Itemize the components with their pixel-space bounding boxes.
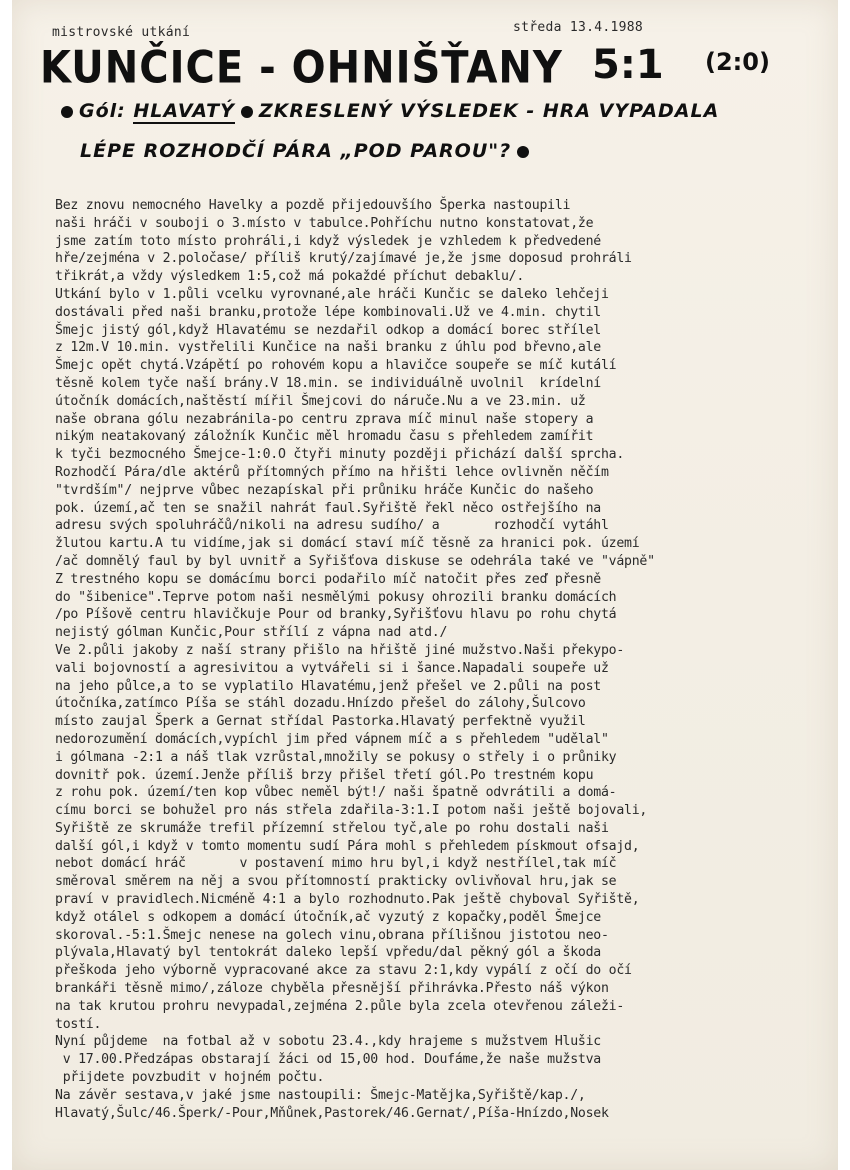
report-line: nejistý gólman Kunčic,Pour střílí z vápna nad atd./ — [55, 625, 448, 641]
report-line: přijdete povzbudit v hojném počtu. — [55, 1070, 325, 1086]
report-line: Bez znovu nemocného Havelky a pozdě přijedouvšího Šperka nastoupili — [55, 198, 571, 213]
report-line: v 17.00.Předzápas obstarají žáci od 15,00 hod. Doufáme,že naše mužstva — [55, 1052, 601, 1068]
report-line: těsně kolem tyče naší brány.V 18.min. se individuálně uvolnil krídelní — [55, 375, 601, 391]
report-line: Hlavatý,Šulc/46.Šperk/-Pour,Mňůnek,Pastorek/46.Gernat/,Píša-Hnízdo,Nosek — [55, 1105, 609, 1121]
report-line: praví v pravidlech.Nicméně 4:1 a bylo rozhodnuto.Pak ještě chyboval Syřiště, — [55, 892, 640, 908]
report-line: "tvrdším"/ nejprve vůbec nezapískal při průniku hráče Kunčic do našeho — [55, 482, 594, 498]
report-line: směroval směrem na něj a svou přítomností prakticky ovlivňoval hru,jak se — [55, 874, 617, 890]
report-line: adresu svých spoluhráčů/nikoli na adresu sudího/ a rozhodčí vytáhl — [55, 518, 609, 534]
note-comment-cont: LÉPE ROZHODČÍ PÁRA „POD PAROU"? — [80, 140, 512, 162]
report-line: skoroval.-5:1.Šmejc nenese na golech vinu,obrana přílišnou jistotou neo- — [55, 927, 609, 943]
report-line: Z trestného kopu se domácímu borci podařilo míč natočit přes zeď přesně — [55, 571, 601, 587]
report-line: Šmejc opět chytá.Vzápětí po rohovém kopu a hlavičce soupeře se míč kutálí — [55, 358, 617, 374]
report-line: tostí. — [55, 1016, 102, 1032]
report-line: naše obrana gólu nezabránila-po centru zprava míč minul naše stopery a — [55, 411, 594, 427]
report-line: útočník domácích,naštěstí mířil Šmejcovi do náruče.Nu a ve 23.min. už — [55, 393, 586, 409]
report-line: Na závěr sestava,v jaké jsme nastoupili: Šmejc-Matějka,Syřiště/kap./, — [55, 1087, 586, 1103]
report-line: Ve 2.půli jakoby z naší strany přišlo na hřiště jiné mužstvo.Naši překypo- — [55, 642, 625, 658]
report-line: z rohu pok. území/ten kop vůbec neměl být!/ naši špatně odvrátili a domá- — [55, 785, 617, 801]
report-line: /ač domnělý faul by byl uvnitř a Syřišťova diskuse se odehrála také ve "vápně" — [55, 553, 655, 569]
report-line: pok. území,ač ten se snažil nahrát faul.Syřiště řekl něco ostřejšího na — [55, 500, 601, 516]
report-line: brankáři těsně mimo/,záloze chyběla přesnější přihrávka.Přesto náš výkon — [55, 981, 609, 997]
match-report-body — [55, 197, 830, 1122]
report-line: Syřiště ze skrumáže trefil přízemní střelou tyč,ale po rohu dostali naši — [55, 820, 609, 836]
match-date-label: středa 13.4.1988 — [513, 20, 644, 35]
report-line: místo zaujal Šperk a Gernat střídal Pastorka.Hlavatý perfektně využil — [55, 714, 586, 730]
report-line: nebot domácí hráč v postavení mimo hru byl,i když nestřílel,tak míč — [55, 856, 617, 872]
report-line: na jeho půlce,a to se vyplatilo Hlavatému,jenž přešel ve 2.půli na post — [55, 678, 601, 694]
goal-scorer: HLAVATÝ — [133, 100, 235, 122]
bullet-dot — [241, 106, 253, 118]
report-line: přeškoda jeho výborně vypracované akce za stavu 2:1,kdy vypálí z očí do očí — [55, 963, 632, 979]
report-line: plývala,Hlavatý byl tentokrát daleko lepší vpředu/dal pěkný gól a škoda — [55, 945, 601, 961]
report-line: Nyní půjdeme na fotbal až v sobotu 23.4.,kdy hrajeme s mužstvem Hlušic — [55, 1034, 601, 1050]
report-line: i gólmana -2:1 a náš tlak vzrůstal,množily se pokusy o střely i o průniky — [55, 749, 617, 765]
match-type-label: mistrovské utkání — [52, 25, 191, 40]
report-line: na tak krutou prohru nevypadal,zejména 2.půle byla zcela otevřenou záleži- — [55, 998, 625, 1014]
bullet-dot — [61, 106, 73, 118]
handwritten-title: KUNČICE - OHNIŠŤANY — [40, 42, 563, 94]
report-line: jsme zatím toto místo prohráli,i když výsledek je vzhledem k předvedené — [55, 233, 601, 249]
bullet-dot — [517, 146, 529, 158]
report-line: do "šibenice".Teprve potom naši nesmělými pokusy ohrozili branku domácích — [55, 589, 617, 605]
report-line: nikým neatakovaný záložník Kunčic měl hromadu času s přehledem zamířit — [55, 429, 594, 445]
report-line: hře/zejména v 2.poločase/ příliš krutý/zajímavé je,že jsme doposud prohráli — [55, 251, 632, 267]
report-line: žlutou kartu.A tu vidíme,jak si domácí staví míč těsně za hranici pok. území — [55, 536, 640, 552]
report-line: třikrát,a vždy výsledkem 1:5,což má pokaždé příchut debaklu/. — [55, 269, 525, 285]
report-line: dovnitř pok. území.Jenže příliš brzy přišel třetí gól.Po trestném kopu — [55, 767, 594, 783]
report-line: další gól,i když v tomto momentu sudí Pára mohl s přehledem pískmout ofsajd, — [55, 838, 640, 854]
report-line: naši hráči v souboji o 3.místo v tabulce.Pohříchu nutno konstatovat,že — [55, 215, 594, 231]
report-line: k tyči bezmocného Šmejce-1:0.O čtyři minuty později přichází další sprcha. — [55, 447, 625, 463]
report-line: útočníka,zatímco Píša se stáhl dozadu.Hnízdo přešel do zálohy,Šulcovo — [55, 696, 586, 712]
handwritten-halftime: (2:0) — [705, 48, 770, 76]
report-line: címu borci se bohužel pro nás střela zdařila-3:1.I potom naši ještě bojovali, — [55, 803, 648, 819]
report-line: vali bojovností a agresivitou a vytvářeli si i šance.Napadali soupeře už — [55, 660, 609, 676]
report-line: Šmejc jistý gól,když Hlavatému se nezdařil odkop a domácí borec střílel — [55, 322, 601, 338]
report-line: z 12m.V 10.min. vystřelili Kunčice na naši branku z úhlu pod břevno,ale — [55, 340, 601, 356]
goal-label: Gól: — [79, 100, 126, 122]
report-line: dostávali před naši branku,protože lépe kombinovali.Už ve 4.min. chytil — [55, 304, 601, 320]
handwritten-note-line1 — [55, 100, 719, 122]
note-comment: ZKRESLENÝ VÝSLEDEK - HRA VYPADALA — [258, 100, 720, 122]
handwritten-note-line2 — [80, 140, 535, 162]
handwritten-score: 5:1 — [592, 42, 664, 88]
report-line: nedorozumění domácích,vypíchl jim před vápnem míč a s přehledem "udělal" — [55, 731, 609, 747]
report-line: Rozhodčí Pára/dle aktérů přítomných přímo na hřišti lehce ovlivněn něčím — [55, 464, 609, 480]
report-line: /po Píšově centru hlavičkuje Pour od branky,Syřišťovu hlavu po rohu chytá — [55, 607, 617, 623]
report-line: Utkání bylo v 1.půli vcelku vyrovnané,ale hráči Kunčic se daleko lehčeji — [55, 286, 609, 302]
report-line: když otálel s odkopem a domácí útočník,ač vyzutý z kopačky,poděl Šmejce — [55, 909, 601, 925]
